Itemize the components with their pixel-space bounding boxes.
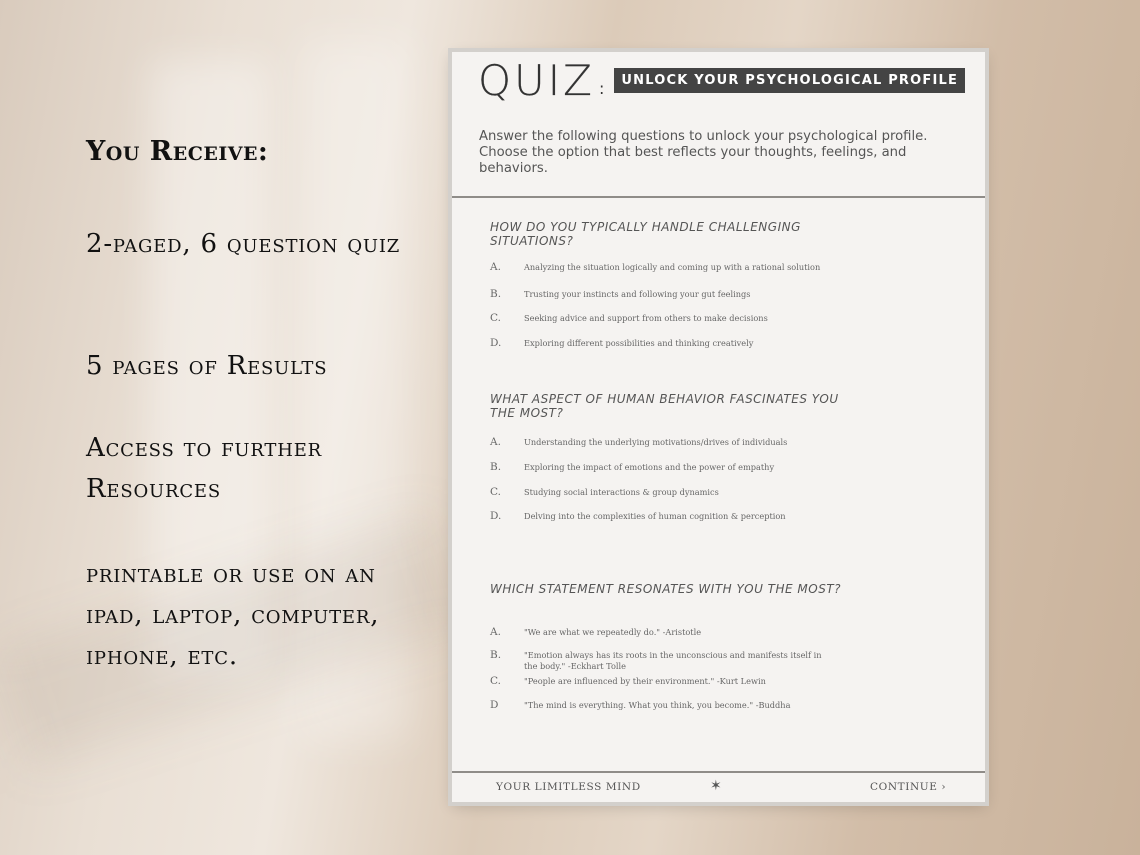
answer-option[interactable] <box>490 675 850 687</box>
question-block <box>490 392 850 522</box>
option-letter: C. <box>490 675 501 687</box>
option-letter: A. <box>490 436 501 448</box>
option-letter: B. <box>490 288 502 300</box>
feature-item: 2-paged, 6 question quiz <box>86 229 401 259</box>
option-text: Exploring the impact of emotions and the power of empathy <box>524 462 775 472</box>
question-title: WHICH STATEMENT RESONATES WITH YOU THE MOST? <box>490 582 842 596</box>
option-letter: D. <box>490 337 502 349</box>
answer-option[interactable] <box>490 649 850 671</box>
option-letter: D. <box>490 510 502 522</box>
answer-option[interactable] <box>490 510 850 522</box>
star-icon: ✶ <box>710 778 722 794</box>
brand-name: YOUR LIMITLESS MIND <box>496 781 641 793</box>
feature-item: 5 pages of Results <box>86 351 328 381</box>
option-text: "Emotion always has its roots in the unconscious and manifests itself in the body." -Eckhart Tolle <box>524 650 822 671</box>
quiz-subtitle-badge: UNLOCK YOUR PSYCHOLOGICAL PROFILE <box>614 68 965 93</box>
title-colon: : <box>598 78 605 98</box>
option-text: Trusting your instincts and following your gut feelings <box>524 289 751 299</box>
option-letter: C. <box>490 312 501 324</box>
option-text: Studying social interactions & group dynamics <box>524 487 719 497</box>
option-text: Delving into the complexities of human cognition & perception <box>524 511 786 521</box>
answer-option[interactable] <box>490 288 850 300</box>
answer-option[interactable] <box>490 626 850 638</box>
option-letter: A. <box>490 261 501 273</box>
quiz-header <box>478 55 965 105</box>
option-letter: A. <box>490 626 501 638</box>
question-block <box>490 220 850 349</box>
option-text: "We are what we repeatedly do." -Aristotle <box>524 627 702 637</box>
option-text: Understanding the underlying motivations/drives of individuals <box>524 437 788 447</box>
option-text: Seeking advice and support from others to make decisions <box>524 313 768 323</box>
answer-option[interactable] <box>490 312 850 324</box>
answer-option[interactable] <box>490 486 850 498</box>
feature-item: Access to further Resources <box>86 433 322 504</box>
quiz-page <box>452 52 985 802</box>
option-text: "The mind is everything. What you think, you become." -Buddha <box>524 700 791 710</box>
feature-item: printable or use on an ipad, laptop, computer, iphone, etc. <box>86 559 380 671</box>
option-text: Analyzing the situation logically and coming up with a rational solution <box>524 262 821 272</box>
option-letter: C. <box>490 486 501 498</box>
continue-link[interactable]: CONTINUE › <box>870 781 947 793</box>
answer-option[interactable] <box>490 261 850 273</box>
option-letter: D <box>490 699 499 711</box>
feature-heading: You Receive: <box>86 136 269 167</box>
question-block <box>490 582 850 711</box>
divider <box>452 196 985 198</box>
question-title: WHAT ASPECT OF HUMAN BEHAVIOR FASCINATES YOU THE MOST? <box>490 392 839 420</box>
option-text: "People are influenced by their environment." -Kurt Lewin <box>524 676 766 686</box>
option-letter: B. <box>490 649 502 661</box>
answer-option[interactable] <box>490 436 850 448</box>
option-text: Exploring different possibilities and thinking creatively <box>524 338 754 348</box>
option-letter: B. <box>490 461 502 473</box>
quiz-intro: Answer the following questions to unlock your psychological profile. Choose the option that best reflects your thoughts, feelings, and behaviors. <box>479 129 928 176</box>
answer-option[interactable] <box>490 337 850 349</box>
quiz-title: QUIZ <box>478 55 595 105</box>
question-title: HOW DO YOU TYPICALLY HANDLE CHALLENGING SITUATIONS? <box>490 220 801 248</box>
page-footer <box>452 773 985 802</box>
answer-option[interactable] <box>490 461 850 473</box>
answer-option[interactable] <box>490 699 850 711</box>
